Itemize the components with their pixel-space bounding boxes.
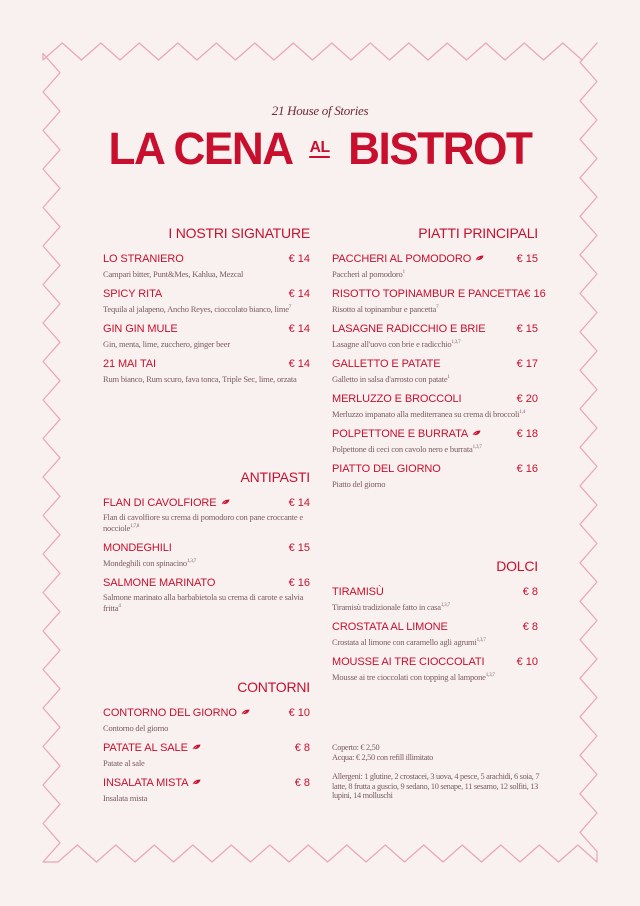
menu-item: [332, 323, 538, 349]
allergen-codes: 1,3,7: [440, 603, 450, 608]
item-price: € 16: [516, 463, 538, 475]
item-description: Insalata mista: [103, 793, 148, 803]
item-description: Risotto al topinambur e pancetta$^7$: [332, 304, 439, 314]
section-title: I NOSTRI SIGNATURE: [168, 225, 310, 241]
allergen-codes: 1,3,7: [451, 340, 461, 345]
menu-item: [332, 428, 538, 454]
menu-item: [332, 586, 538, 612]
item-name: SALMONE MARINATO: [103, 577, 216, 589]
item-price: € 8: [522, 586, 538, 598]
item-description: Piatto del giorno: [332, 479, 386, 489]
item-price: € 16: [288, 577, 310, 589]
allergen-codes: 7: [288, 305, 292, 310]
item-price: € 15: [288, 542, 310, 554]
item-price: € 15: [516, 253, 538, 265]
title-part-1: LA CENA: [108, 123, 291, 174]
leaf-icon: [472, 430, 481, 436]
item-price: € 8: [294, 742, 310, 754]
leaf-icon: [475, 255, 484, 261]
section-title: PIATTI PRINCIPALI: [418, 225, 538, 241]
section-contorni: [103, 679, 310, 812]
menu-item: [332, 288, 546, 314]
item-price: € 14: [288, 253, 310, 265]
allergen-codes: 1,3,7: [186, 559, 196, 564]
item-price: € 8: [522, 621, 538, 633]
menu-item: [103, 497, 310, 533]
item-name: TIRAMISÙ: [332, 586, 384, 598]
menu-item: [103, 577, 310, 613]
item-name: CONTORNO DEL GIORNO: [103, 707, 250, 719]
item-price: € 15: [516, 323, 538, 335]
acqua-note: Acqua: € 2,50 con refill illimitato: [332, 752, 434, 762]
item-name: 21 MAI TAI: [103, 358, 157, 370]
menu-item: [332, 253, 538, 279]
title-part-2: BISTROT: [348, 123, 532, 174]
menu-item: [332, 621, 538, 647]
leaf-icon: [192, 744, 201, 750]
item-description: Campari bitter, Punt&Mes, Kahlua, Mezcal: [103, 269, 244, 279]
item-description: Crostata al limone con caramello agli agrumi$^{1,3,7}$: [332, 637, 486, 647]
item-price: € 14: [288, 288, 310, 300]
item-name: FLAN DI CAVOLFIORE: [103, 497, 230, 509]
item-name: GALLETTO E PATATE: [332, 358, 441, 370]
item-description: Rum bianco, Rum scuro, fava tonca, Triple Sec, lime, orzata: [103, 374, 297, 384]
item-description: Flan di cavolfiore su crema di pomodoro con pane croccante e nocciole$^{1,7,8}$: [103, 512, 303, 533]
page-title: [6, 124, 633, 174]
item-description: Polpettone di ceci con cavolo nero e burrata$^{1,3,7}$: [332, 444, 482, 454]
item-description: Tequila al jalapeno, Ancho Reyes, cioccolato bianco, lime$^7$: [103, 304, 292, 314]
item-name: PIATTO DEL GIORNO: [332, 463, 441, 475]
section-title: DOLCI: [496, 558, 538, 574]
item-description: Merluzzo impanato alla mediterranea su crema di broccoli$^{1,4}$: [332, 409, 525, 419]
item-description: Gin, menta, lime, zucchero, ginger beer: [103, 339, 230, 349]
item-name: PACCHERI AL POMODORO: [332, 253, 484, 265]
item-description: Contorno del giorno: [103, 723, 169, 733]
item-price: € 14: [288, 323, 310, 335]
section-signature: [103, 225, 310, 393]
item-name: GIN GIN MULE: [103, 323, 178, 335]
allergen-codes: 1,4: [519, 410, 525, 415]
allergen-codes: 4: [118, 604, 121, 609]
title-connector: AL: [309, 139, 330, 157]
leaf-icon: [192, 779, 201, 785]
allergen-codes: 1,7,8: [130, 524, 140, 529]
item-description: Mousse ai tre cioccolati con topping al lampone$^{1,3,7}$: [332, 672, 495, 682]
item-name: LASAGNE RADICCHIO E BRIE: [332, 323, 486, 335]
item-name: MOUSSE AI TRE CIOCCOLATI: [332, 656, 485, 668]
item-name: MONDEGHILI: [103, 542, 172, 554]
section-title: CONTORNI: [237, 679, 310, 695]
allergens-legend: Allergeni: 1 glutine, 2 crostacei, 3 uova, 4 pesce, 5 arachidi, 6 soia, 7 latte, 8 frutta a guscio, 9 sedano, 10 senape, 11 sesamo, 12 solfiti, 13 lupini, 14 molluschi: [332, 772, 540, 800]
item-name: RISOTTO TOPINAMBUR E PANCETTA: [332, 288, 525, 300]
menu-item: [332, 393, 538, 419]
menu-item: [103, 323, 310, 349]
item-description: Tiramisù tradizionale fatto in casa$^{1,3,7}$: [332, 602, 450, 612]
leaf-icon: [221, 499, 230, 505]
allergen-codes: 1: [402, 270, 405, 275]
leaf-icon: [241, 709, 250, 715]
item-price: € 14: [288, 497, 310, 509]
item-price: € 16: [524, 288, 546, 300]
item-name: POLPETTONE E BURRATA: [332, 428, 481, 440]
item-name: INSALATA MISTA: [103, 777, 201, 789]
section-title: ANTIPASTI: [240, 469, 310, 485]
item-name: MERLUZZO E BROCCOLI: [332, 393, 462, 405]
allergen-codes: 1,3,7: [472, 445, 482, 450]
allergen-codes: 1,3,7: [476, 638, 486, 643]
menu-item: [103, 742, 310, 768]
section-piatti-principali: [332, 225, 546, 498]
menu-item: [103, 288, 310, 314]
item-price: € 10: [516, 656, 538, 668]
menu-notes: [332, 743, 542, 801]
item-price: € 14: [288, 358, 310, 370]
item-name: LO STRANIERO: [103, 253, 184, 265]
item-price: € 8: [294, 777, 310, 789]
coperto-note: Coperto: € 2,50: [332, 743, 380, 752]
item-name: CROSTATA AL LIMONE: [332, 621, 448, 633]
restaurant-name: 21 House of Stories: [271, 103, 369, 118]
item-description: Galletto in salsa d'arrosto con patate$^1$: [332, 374, 450, 384]
menu-item: [103, 777, 310, 803]
item-description: Lasagne all'uovo con brie e radicchio$^{1,3,7}$: [332, 339, 461, 349]
item-name: SPICY RITA: [103, 288, 163, 300]
item-price: € 10: [288, 707, 310, 719]
item-description: Mondeghili con spinacino$^{1,3,7}$: [103, 558, 196, 568]
item-price: € 17: [516, 358, 538, 370]
menu-item: [103, 542, 310, 568]
menu-item: [332, 463, 538, 489]
item-name: PATATE AL SALE: [103, 742, 201, 754]
menu-item: [103, 358, 310, 384]
menu-item: [103, 253, 310, 279]
menu-item: [332, 358, 538, 384]
item-description: Salmone marinato alla barbabietola su crema di carote e salvia fritta$^4$: [103, 592, 304, 613]
menu-item: [103, 707, 310, 733]
item-description: Patate al sale: [103, 758, 145, 768]
item-price: € 20: [516, 393, 538, 405]
allergen-codes: 1: [447, 375, 450, 380]
item-description: Paccheri al pomodoro$^1$: [332, 269, 405, 279]
allergen-codes: 1,3,7: [485, 673, 495, 678]
item-price: € 18: [516, 428, 538, 440]
section-antipasti: [103, 469, 310, 622]
section-dolci: [332, 558, 538, 691]
allergen-codes: 7: [436, 305, 439, 310]
menu-item: [332, 656, 538, 682]
